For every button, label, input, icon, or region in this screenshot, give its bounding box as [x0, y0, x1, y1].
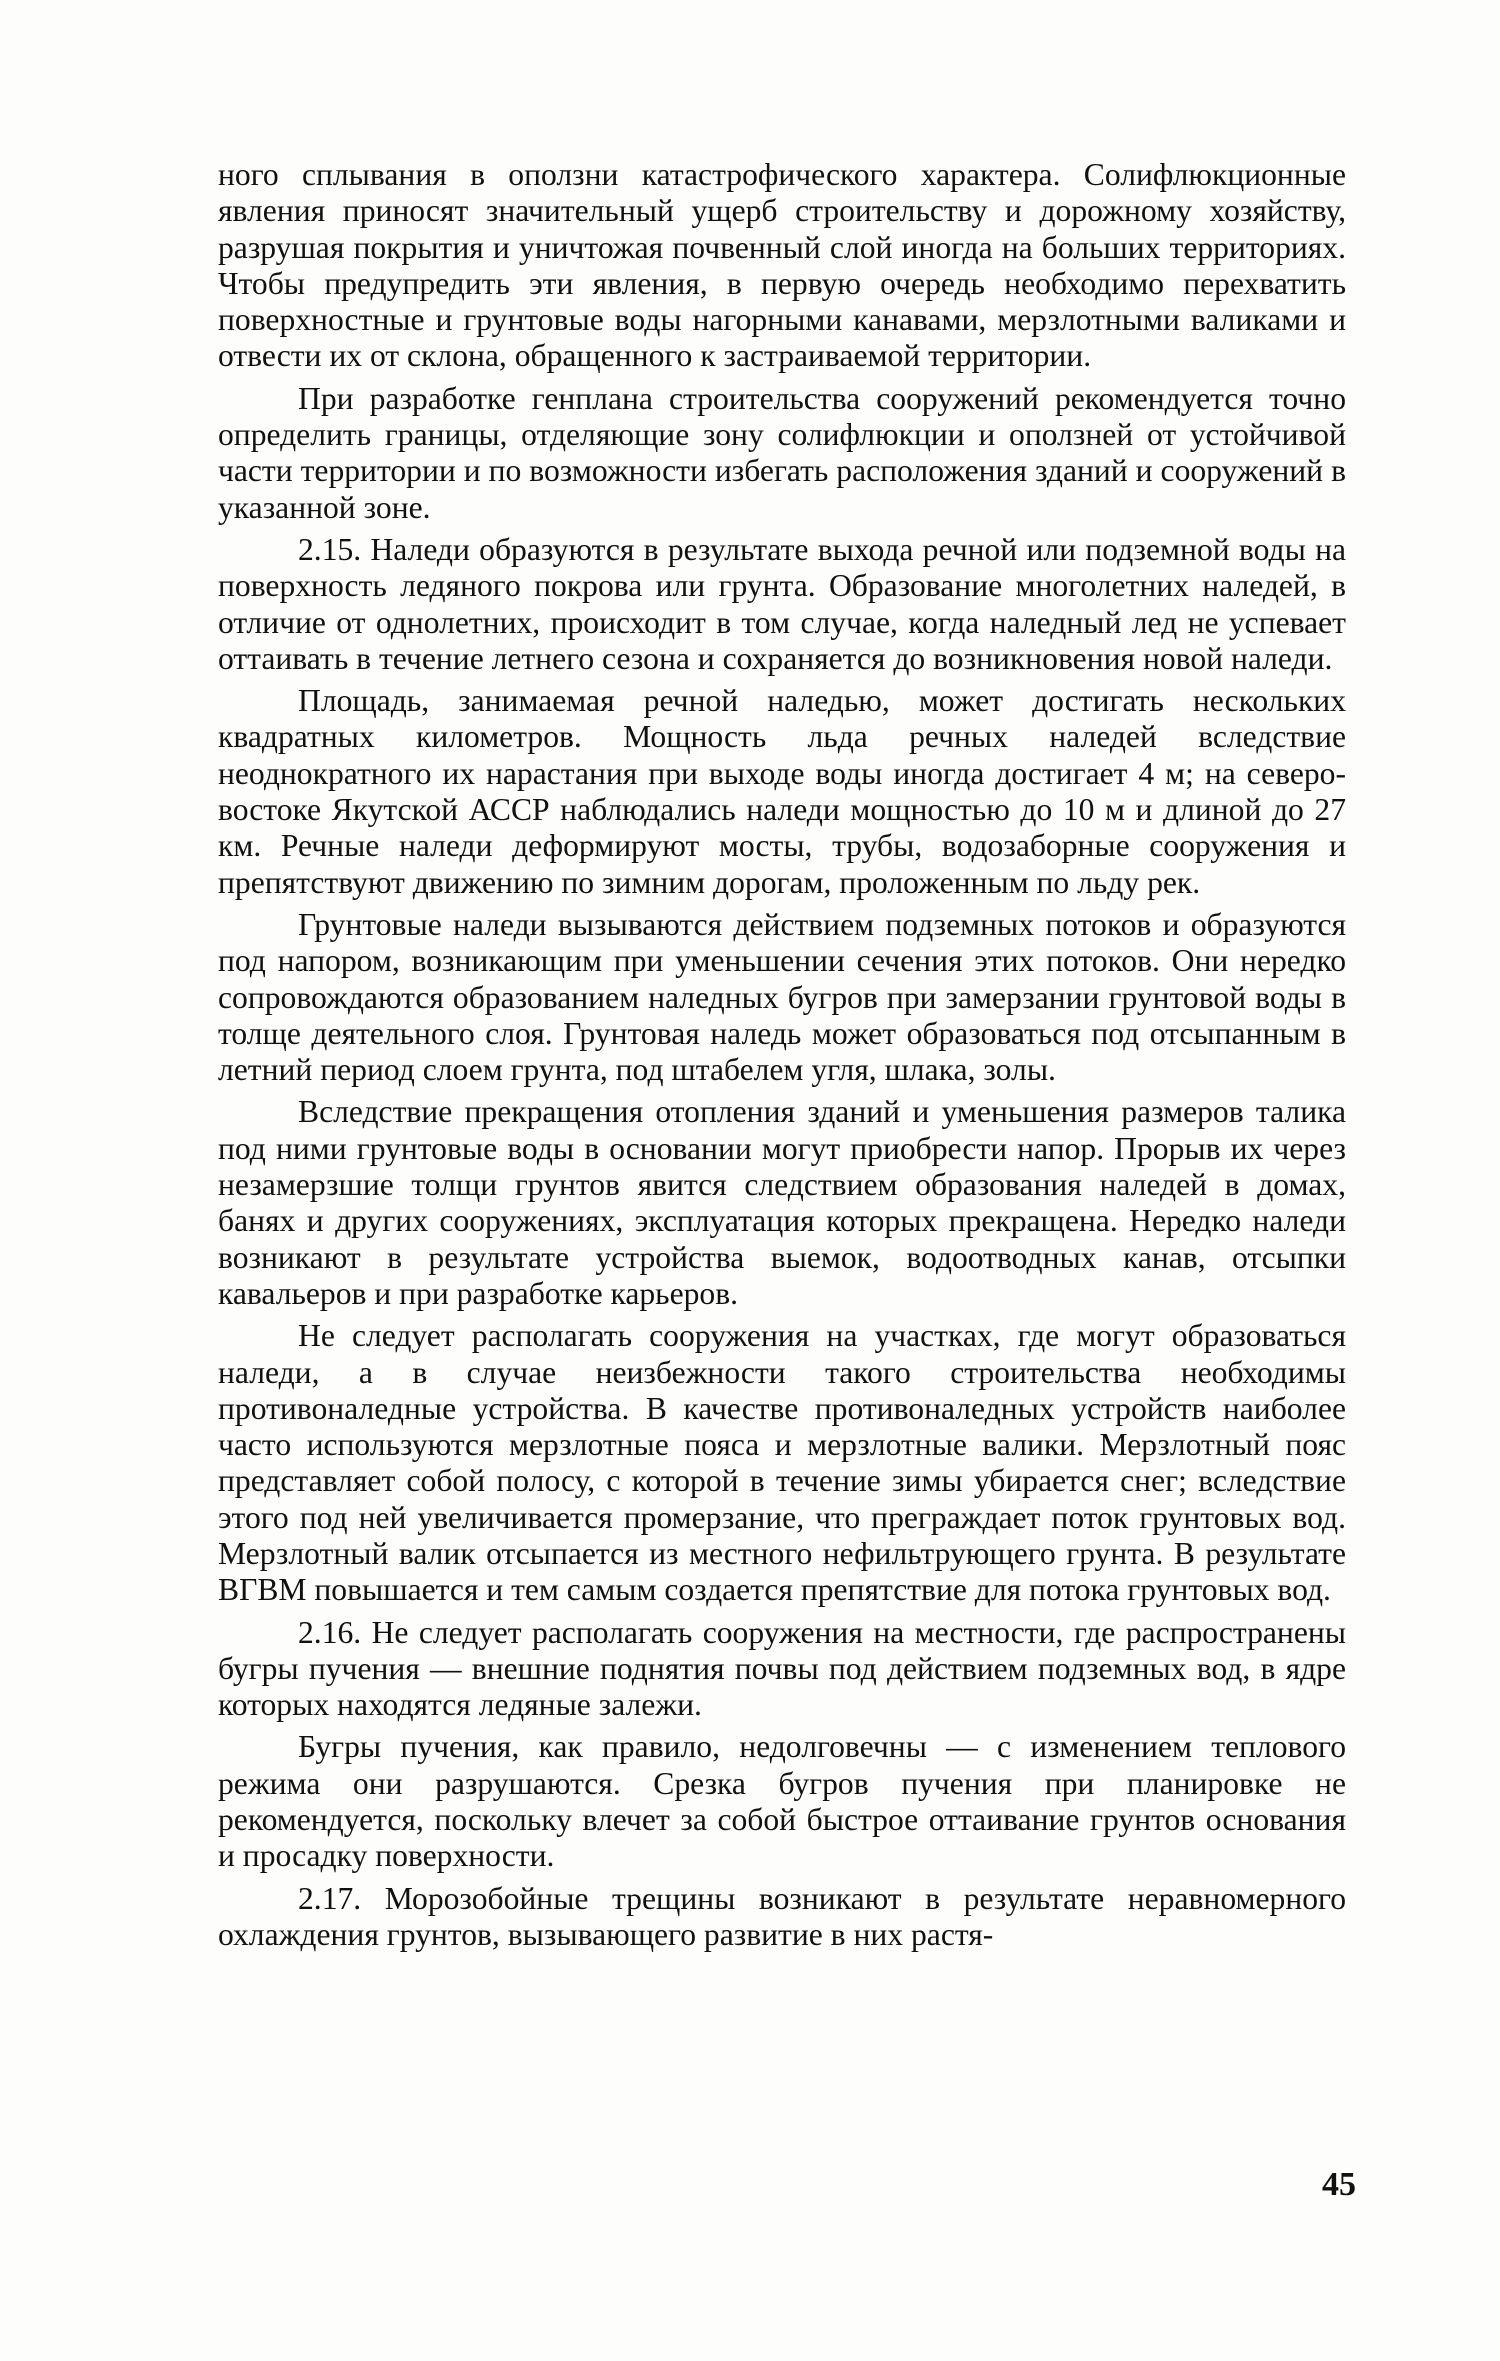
- paragraph-continuation: ного сплывания в оползни катастрофического характера. Солифлюкционные явления приносят значительный ущерб строительству и дорожному хозяйству, разрушая покрытия и уничтожая почвенный слой иногда на больших территориях. Чтобы предупредить эти явления, в первую очередь необходимо перехватить поверхностные и грунтовые воды нагорными канавами, мерзлотными валиками и отвести их от склона, обращенного к застраиваемой территории.: [218, 157, 1346, 374]
- paragraph-2-16: 2.16. Не следует располагать сооружения на местности, где распространены бугры пучения — внешние поднятия почвы под действием подземных вод, в ядре которых находятся ледяные залежи.: [218, 1614, 1346, 1723]
- paragraph-genplan: При разработке генплана строительства сооружений рекомендуется точно определить границы, отделяющие зону солифлюкции и оползней от устойчивой части территории и по возможности избегать расположения зданий и сооружений в указанной зоне.: [218, 380, 1346, 525]
- paragraph-frost-mounds: Бугры пучения, как правило, недолговечны — с изменением теплового режима они разрушаются. Срезка бугров пучения при планировке не рекомендуется, поскольку влечет за собой быстрое оттаивание грунтов основания и просадку поверхности.: [218, 1729, 1346, 1874]
- page-number: 45: [1322, 2166, 1356, 2203]
- paragraph-2-15: 2.15. Наледи образуются в результате выхода речной или подземной воды на поверхность ледяного покрова или грунта. Образование многолетних наледей, в отличие от однолетних, происходит в том случае, когда наледный лед не успевает оттаивать в течение летнего сезона и сохраняется до возникновения новой наледи.: [218, 531, 1346, 676]
- body-text: [218, 157, 1346, 1953]
- paragraph-anti-icing: Не следует располагать сооружения на участках, где могут образоваться наледи, а в случае неизбежности такого строительства необходимы противоналедные устройства. В качестве противоналедных устройств наиболее часто используются мерзлотные пояса и мерзлотные валики. Мерзлотный пояс представляет собой полосу, с которой в течение зимы убирается снег; вследствие этого под ней увеличивается промерзание, что преграждает поток грунтовых вод. Мерзлотный валик отсыпается из местного нефильтрующего грунта. В результате ВГВМ повышается и тем самым создается препятствие для потока грунтовых вод.: [218, 1318, 1346, 1608]
- paragraph-ground-icing: Грунтовые наледи вызываются действием подземных потоков и образуются под напором, возникающим при уменьшении сечения этих потоков. Они нередко сопровождаются образованием наледных бугров при замерзании грунтовой воды в толще деятельного слоя. Грунтовая наледь может образоваться под отсыпанным в летний период слоем грунта, под штабелем угля, шлака, золы.: [218, 906, 1346, 1088]
- paragraph-heating-stop: Вследствие прекращения отопления зданий и уменьшения размеров талика под ними грунтовые воды в основании могут приобрести напор. Прорыв их через незамерзшие толщи грунтов явится следствием образования наледей в домах, банях и других сооружениях, эксплуатация которых прекращена. Нередко наледи возникают в результате устройства выемок, водоотводных канав, отсыпки кавальеров и при разработке карьеров.: [218, 1094, 1346, 1311]
- paragraph-river-icing: Площадь, занимаемая речной наледью, может достигать нескольких квадратных километров. Мощность льда речных наледей вследствие неоднократного их нарастания при выходе воды иногда достигает 4 м; на северо-востоке Якутской АССР наблюдались наледи мощностью до 10 м и длиной до 27 км. Речные наледи деформируют мосты, трубы, водозаборные сооружения и препятствуют движению по зимним дорогам, проложенным по льду рек.: [218, 683, 1346, 900]
- paragraph-2-17: 2.17. Морозобойные трещины возникают в результате неравномерного охлаждения грунтов, вызывающего развитие в них растя-: [218, 1880, 1346, 1952]
